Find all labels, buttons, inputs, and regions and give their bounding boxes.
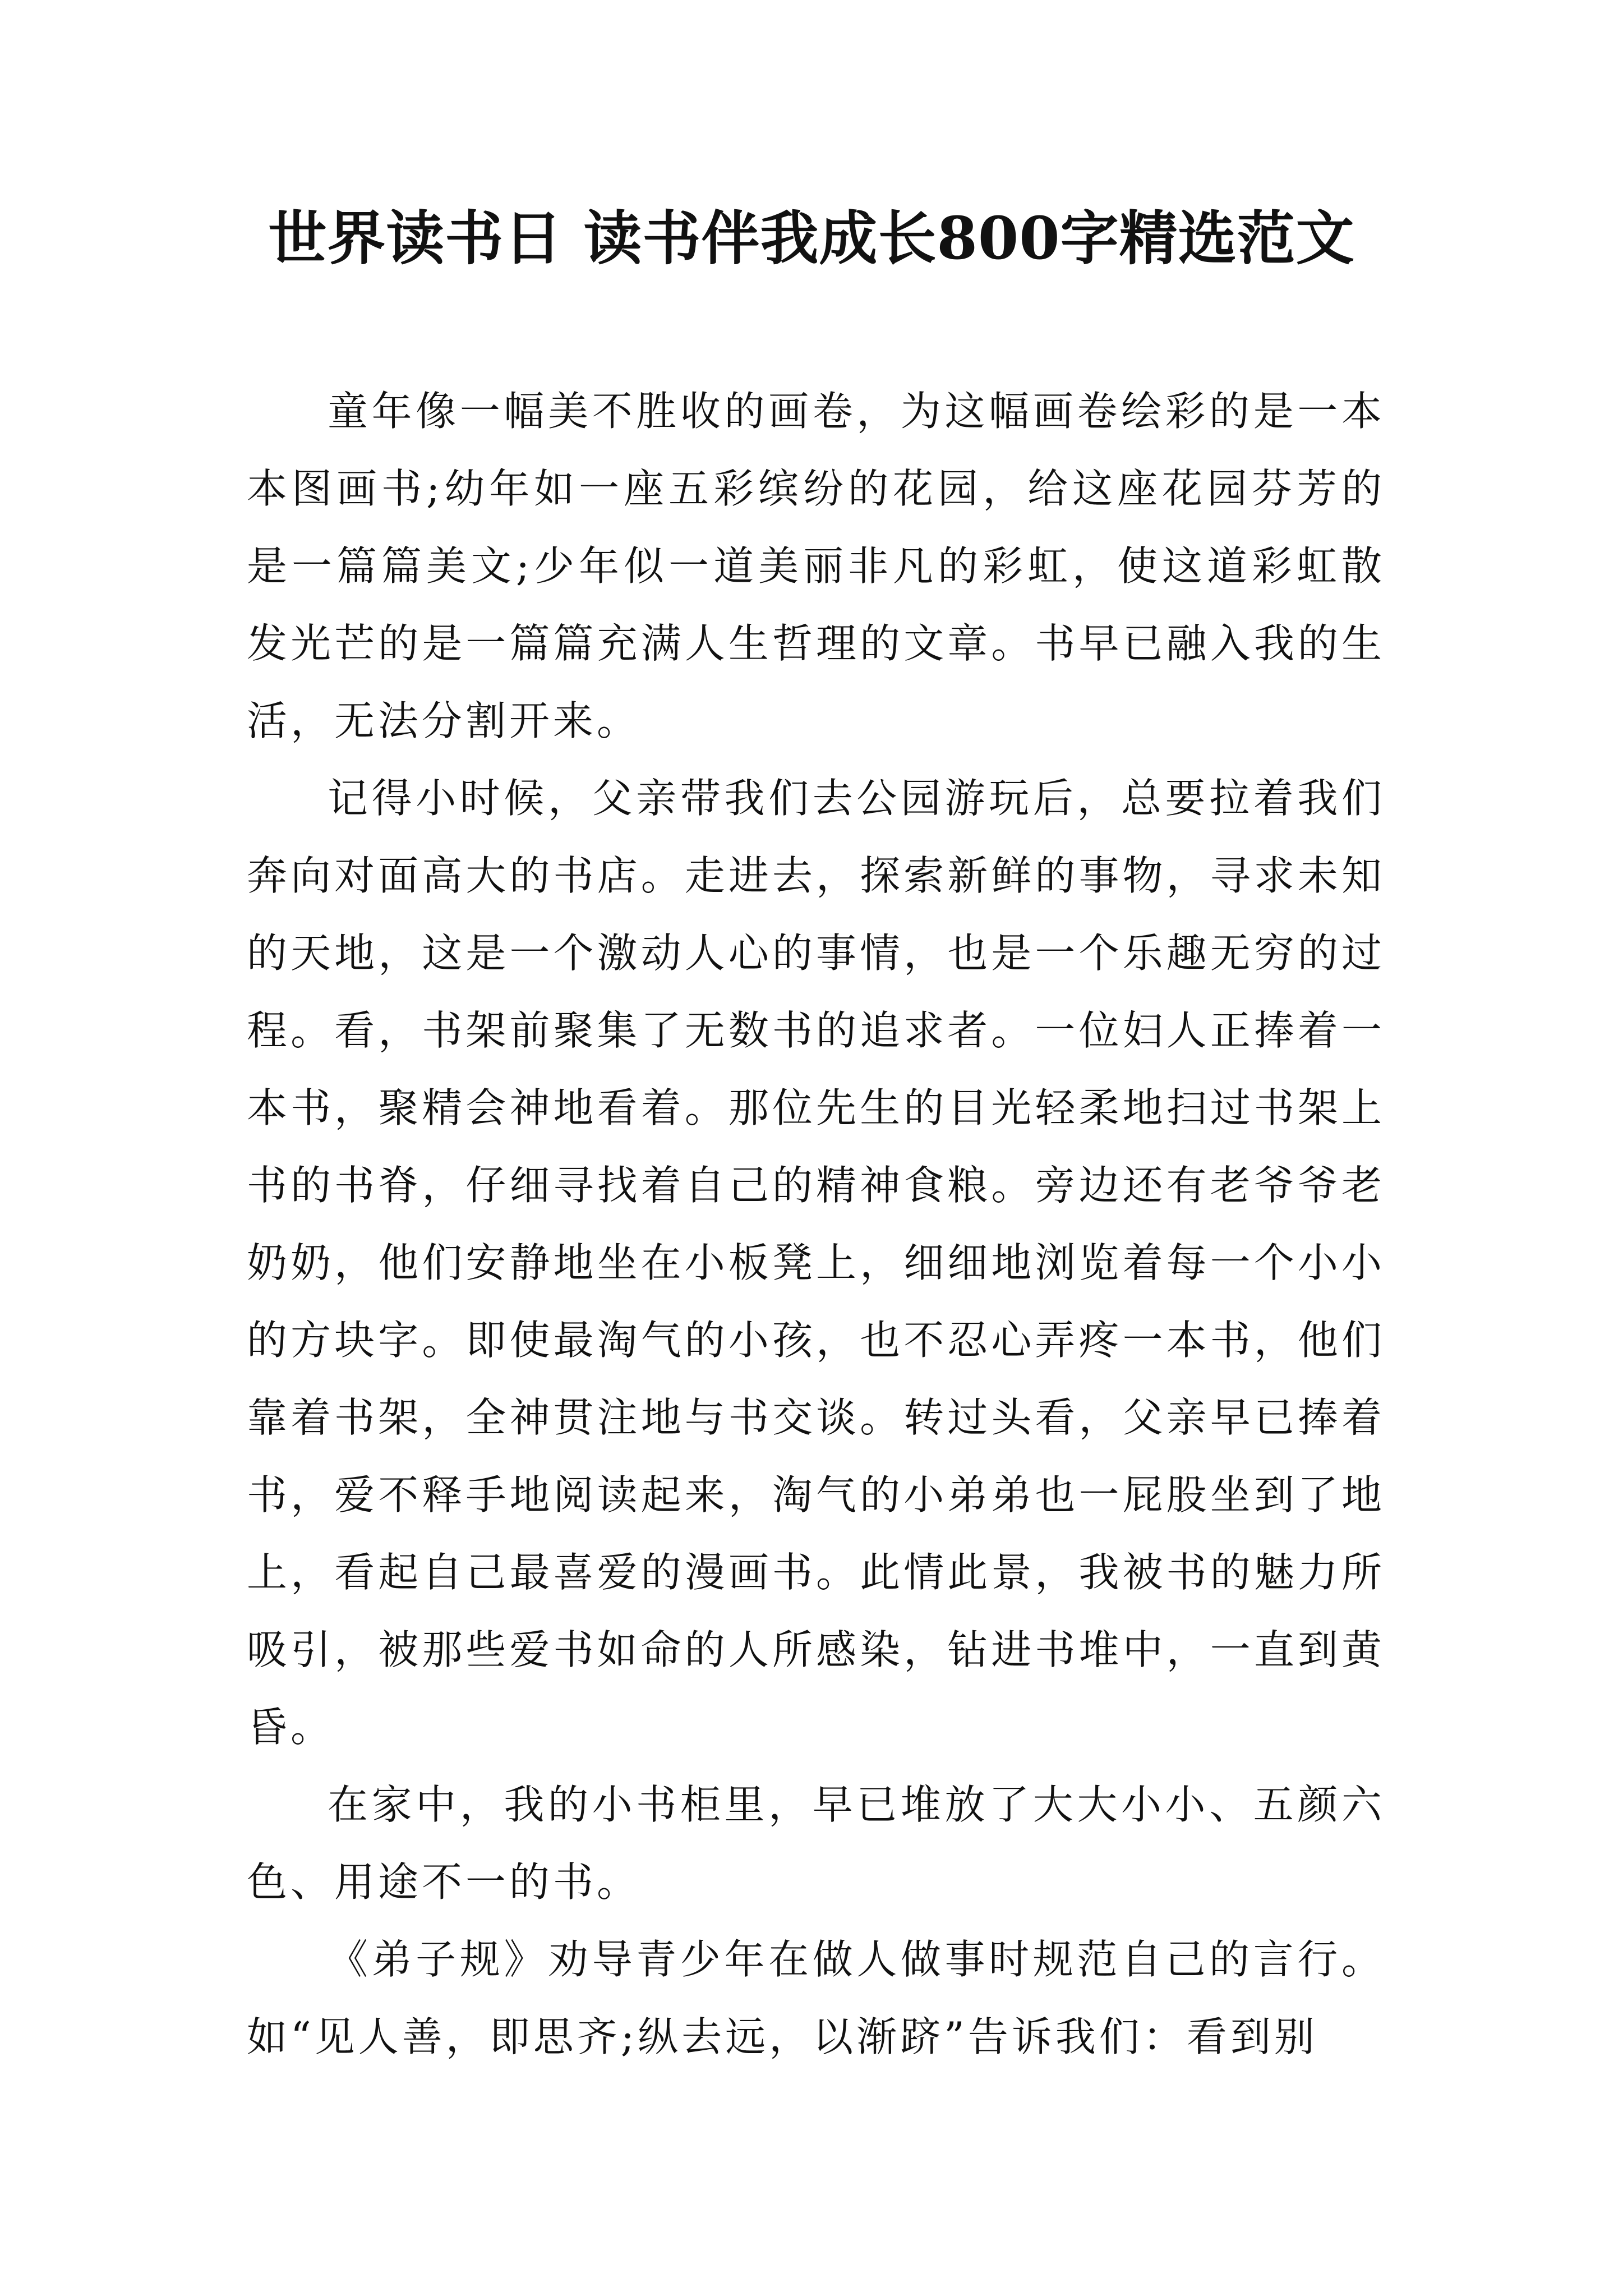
document-title: 世界读书日 读书伴我成长800字精选范文 xyxy=(268,204,1355,273)
paragraph-1: 童年像一幅美不胜收的画卷，为这幅画卷绘彩的是一本本图画书;幼年如一座五彩缤纷的花园，给这座花园芬芳的是一篇篇美文;少年似一道美丽非凡的彩虹，使这道彩虹散发光芒的是一篇篇充满人生哲理的文章。书早已融入我的生活，无法分割开来。 xyxy=(247,388,1385,744)
paragraph-3: 在家中，我的小书柜里，早已堆放了大大小小、五颜六色、用途不一的书。 xyxy=(247,1781,1385,1906)
paragraph-2: 记得小时候，父亲带我们去公园游玩后，总要拉着我们奔向对面高大的书店。走进去，探索新鲜的事物，寻求未知的天地，这是一个激动人心的事情，也是一个乐趣无穷的过程。看，书架前聚集了无数书的追求者。一位妇人正捧着一本书，聚精会神地看着。那位先生的目光轻柔地扫过书架上书的书脊，仔细寻找着自己的精神食粮。旁边还有老爷爷老奶奶，他们安静地坐在小板凳上，细细地浏览着每一个小小的方块字。即使最淘气的小孩，也不忍心弄疼一本书，他们靠着书架，全神贯注地与书交谈。转过头看，父亲早已捧着书，爱不释手地阅读起来，淘气的小弟弟也一屁股坐到了地上，看起自己最喜爱的漫画书。此情此景，我被书的魅力所吸引，被那些爱书如命的人所感染，钻进书堆中，一直到黄昏。 xyxy=(247,775,1385,1751)
document-body xyxy=(247,372,1385,2076)
paragraph-4: 《弟子规》劝导青少年在做人做事时规范自己的言行。如“见人善，即思齐;纵去远，以渐跻”告诉我们：看到别 xyxy=(247,1936,1385,2060)
